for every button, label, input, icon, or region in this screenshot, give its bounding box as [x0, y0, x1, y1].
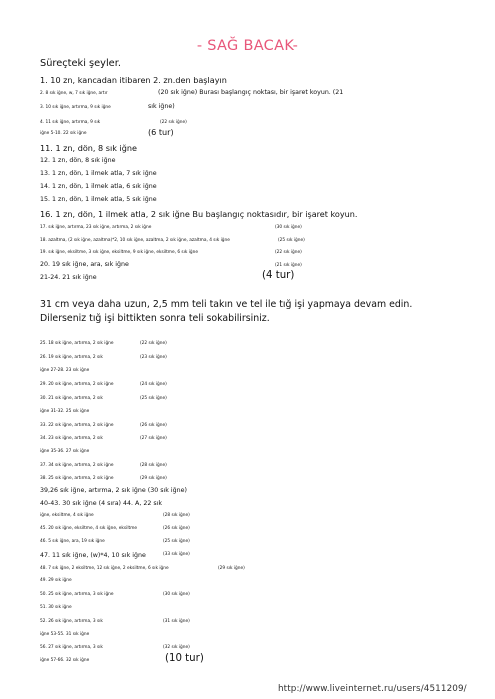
instruction-line: 38. 25 sık iğne, artırma, 2 sık iğne: [40, 476, 114, 481]
instruction-line: 14. 1 zn, dön, 1 ilmek atla, 6 sık iğne: [40, 183, 157, 190]
instruction-line: 21-24. 21 sık iğne: [40, 274, 97, 281]
instruction-line: (21 sık iğne): [275, 263, 302, 268]
instruction-line: 17. sık iğne, artırma, 23 sık iğne, artırma, 2 sık iğne: [40, 225, 152, 230]
instruction-line: 48. 7 sık iğne, 2 eksiltme, 12 sık iğne, 2 eksiltme, 6 sık iğne: [40, 566, 169, 571]
instruction-line: iğne 31-32. 25 sık iğne: [40, 409, 90, 414]
instruction-line: 30. 21 sık iğne, artırma, 2 sık: [40, 396, 103, 401]
instruction-line: (29 sık iğne): [140, 476, 167, 481]
instruction-line: 18. azaltma, (2 sık iğne, azaltma)*2, 10 sık iğne, azaltma, 2 sık iğne, azaltma, 4 sık iğne: [40, 238, 230, 243]
instruction-line: (22 sık iğne): [160, 120, 187, 125]
instruction-line: (22 sık iğne): [275, 250, 302, 255]
instruction-line: 26. 19 sık iğne, artırma, 2 sık: [40, 355, 103, 360]
instruction-line: 25. 18 sık iğne, artırma, 2 sık iğne: [40, 341, 114, 346]
instruction-line: (27 sık iğne): [140, 436, 167, 441]
instruction-paragraph: 31 cm veya daha uzun, 2,5 mm teli takın ve tel ile tığ işi yapmaya devam edin. Dilerseniz tığ işi bittikten sonra teli sokabilirsiniz.: [40, 299, 413, 324]
instruction-line: (4 tur): [262, 270, 295, 281]
instruction-line: 39,26 sık iğne, artırma, 2 sık iğne (30 sık iğne): [40, 487, 187, 494]
instruction-line: 15. 1 zn, dön, 1 ilmek atla, 5 sık iğne: [40, 196, 157, 203]
instruction-line: (28 sık iğne): [140, 463, 167, 468]
instruction-line: (33 sık iğne): [163, 552, 190, 557]
instruction-line: 37. 34 sık iğne, artırma, 2 sık iğne: [40, 463, 114, 468]
instruction-line: (25 sık iğne): [278, 238, 305, 243]
instruction-line: 56. 27 sık iğne, artırma, 3 sık: [40, 645, 103, 650]
instruction-line: 4. 11 sık iğne, artırma, 9 sık: [40, 120, 101, 125]
instruction-line: 16. 1 zn, dön, 1 ilmek atla, 2 sık iğne Bu başlangıç noktasıdır, bir işaret koyun.: [40, 209, 358, 219]
instruction-line: 52. 26 sık iğne, artırma, 3 sık: [40, 619, 103, 624]
instruction-line: 49. 29 sık iğne: [40, 578, 72, 583]
instruction-line: 11. 1 zn, dön, 8 sık iğne: [40, 143, 137, 153]
instruction-line: (6 tur): [148, 127, 174, 137]
instruction-line: (23 sık iğne): [140, 355, 167, 360]
instruction-line: 12. 1 zn, dön, 8 sık iğne: [40, 157, 116, 164]
instruction-line: 45. 20 sık iğne, eksiltme, 4 sık iğne, eksiltme: [40, 526, 138, 531]
instruction-line: 19. sık iğne, eksiltme, 3 sık iğne, eksiltme, 9 sık iğne, eksiltme, 6 sık iğne: [40, 250, 199, 255]
footer-url[interactable]: http://www.liveinternet.ru/users/4511209/: [278, 684, 467, 694]
instruction-line: 20. 19 sık iğne, ara, sık iğne: [40, 261, 129, 268]
page-title: - SAĞ BACAK-: [196, 38, 299, 54]
instruction-line: (25 sık iğne): [163, 539, 190, 544]
instruction-line: (28 sık iğne): [163, 513, 190, 518]
instruction-line: 33. 22 sık iğne, artırma, 2 sık iğne: [40, 423, 114, 428]
instruction-line: (26 sık iğne): [140, 423, 167, 428]
instruction-line: (29 sık iğne): [218, 566, 245, 571]
instruction-line: sık iğne): [148, 103, 175, 110]
instruction-line: (24 sık iğne): [140, 382, 167, 387]
instruction-line: 29. 20 sık iğne, artırma, 2 sık iğne: [40, 382, 114, 387]
instruction-line: 40-43. 30 sık iğne (4 sıra) 44. A, 22 sık: [40, 500, 163, 507]
instruction-line: (22 sık iğne): [140, 341, 167, 346]
instruction-line: iğne 57-66. 32 sık iğne: [40, 658, 90, 663]
instruction-line: 46. 5 sık iğne, ara, 19 sık iğne: [40, 539, 105, 544]
instruction-line: (20 sık iğne) Burası başlangıç noktası, bir işaret koyun. (21: [158, 89, 344, 96]
instruction-line: iğne 35-36. 27 sık iğne: [40, 449, 90, 454]
instruction-line: 34. 23 sık iğne, artırma, 2 sık: [40, 436, 103, 441]
instruction-line: iğne 5-10. 22 sık iğne: [40, 131, 87, 136]
instruction-line: iğne, eksiltme, 4 sık iğne: [40, 513, 94, 518]
instruction-line: 2. 8 sık iğne, w, 7 sık iğne, artır: [40, 91, 108, 96]
instruction-line: (30 sık iğne): [275, 225, 302, 230]
instruction-line: 47. 11 sık iğne, (w)*4, 10 sık iğne: [40, 552, 146, 559]
instruction-line: iğne 27-28. 23 sık iğne: [40, 368, 90, 373]
instruction-line: 50. 25 sık iğne, artırma, 3 sık iğne: [40, 592, 114, 597]
instruction-line: (32 sık iğne): [163, 645, 190, 650]
instruction-line: (26 sık iğne): [163, 526, 190, 531]
instruction-line: 3. 10 sık iğne, artırma, 9 sık iğne: [40, 105, 111, 110]
instruction-line: (10 tur): [165, 653, 204, 664]
instruction-line: (25 sık iğne): [140, 396, 167, 401]
instruction-line: 1. 10 zn, kancadan itibaren 2. zn.den başlayın: [40, 75, 227, 85]
instruction-line: 51. 30 sık iğne: [40, 605, 72, 610]
subtitle: Süreçteki şeyler.: [40, 58, 121, 69]
instruction-line: (31 sık iğne): [163, 619, 190, 624]
instruction-line: 13. 1 zn, dön, 1 ilmek atla, 7 sık iğne: [40, 170, 157, 177]
instruction-line: (30 sık iğne): [163, 592, 190, 597]
instruction-line: iğne 53-55. 31 sık iğne: [40, 632, 90, 637]
